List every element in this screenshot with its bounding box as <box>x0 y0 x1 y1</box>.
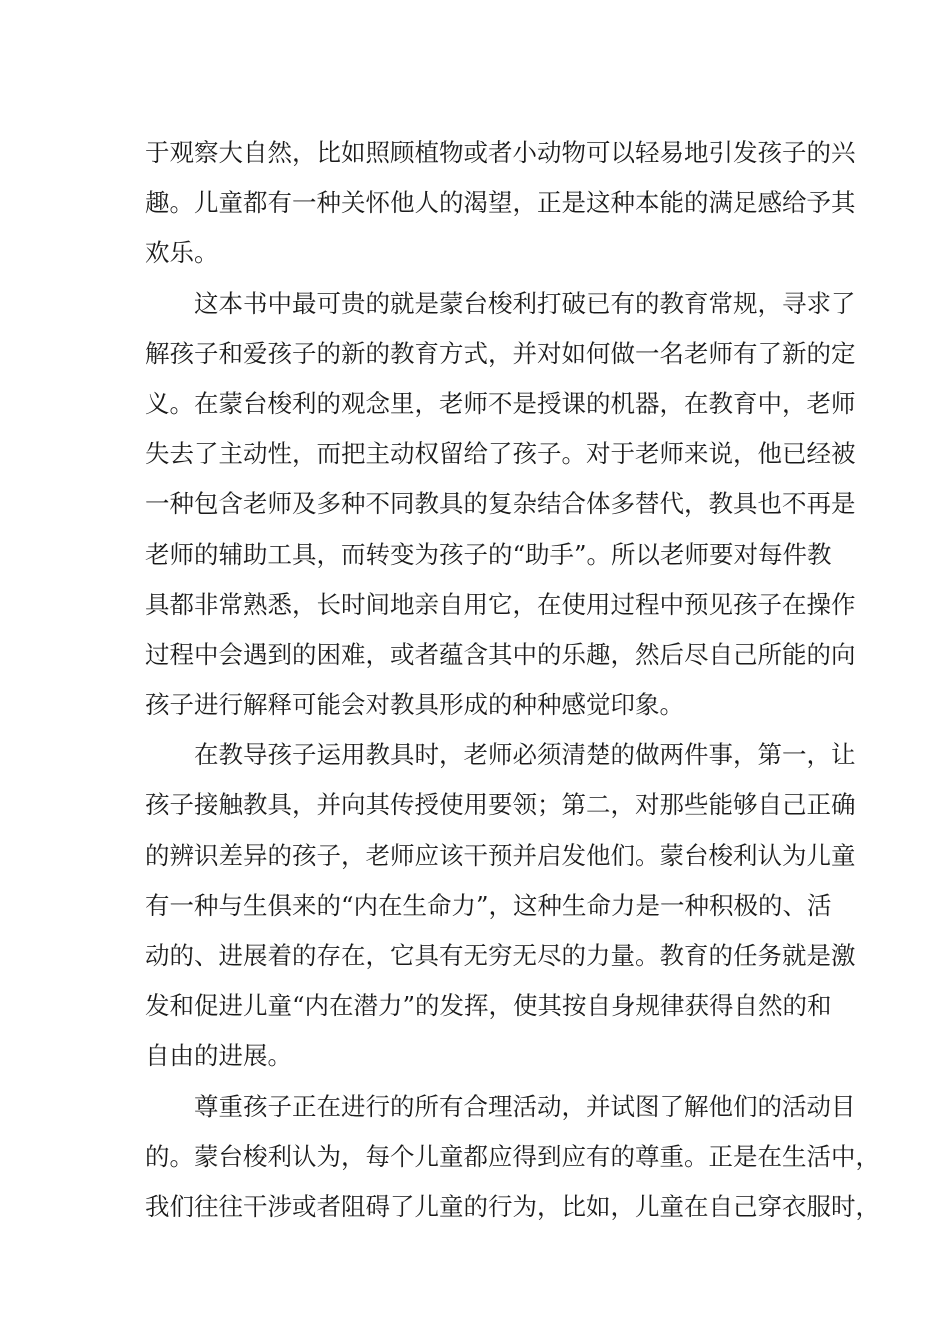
text-line: 孩子接触教具，并向其传授使用要领；第二，对那些能够自己正确 <box>145 790 856 820</box>
text-line: 过程中会遇到的困难，或者蕴含其中的乐趣，然后尽自己所能的向 <box>145 639 856 669</box>
text-line: 这本书中最可贵的就是蒙台梭利打破已有的教育常规，寻求了 <box>194 288 856 318</box>
text-line: 趣。儿童都有一种关怀他人的渴望，正是这种本能的满足感给予其 <box>145 188 856 218</box>
text-line: 解孩子和爱孩子的新的教育方式，并对如何做一名老师有了新的定 <box>145 338 856 368</box>
paragraph <box>145 279 856 731</box>
text-line: 具都非常熟悉，长时间地亲自用它，在使用过程中预见孩子在操作 <box>145 589 856 619</box>
text-line: 的辨识差异的孩子，老师应该干预并启发他们。蒙台梭利认为儿童 <box>145 840 856 870</box>
text-line: 有一种与生俱来的“内在生命力”，这种生命力是一种积极的、活 <box>145 890 832 920</box>
text-line: 义。在蒙台梭利的观念里，老师不是授课的机器，在教育中，老师 <box>145 388 856 418</box>
text-line: 欢乐。 <box>145 238 219 268</box>
paragraph <box>145 1082 880 1233</box>
document-body <box>145 128 880 1232</box>
text-line: 发和促进儿童“内在潜力”的发挥，使其按自身规律获得自然的和 <box>145 991 832 1021</box>
paragraph <box>145 128 856 279</box>
text-line: 的。蒙台梭利认为，每个儿童都应得到应有的尊重。正是在生活中， <box>145 1141 880 1171</box>
text-line: 老师的辅助工具，而转变为孩子的“助手”。所以老师要对每件教 <box>145 539 832 569</box>
paragraph <box>145 730 856 1081</box>
text-line: 失去了主动性，而把主动权留给了孩子。对于老师来说，他已经被 <box>145 439 856 469</box>
text-line: 孩子进行解释可能会对教具形成的种种感觉印象。 <box>145 690 684 720</box>
text-line: 自由的进展。 <box>145 1041 292 1071</box>
text-line: 于观察大自然，比如照顾植物或者小动物可以轻易地引发孩子的兴 <box>145 138 856 167</box>
text-line: 一种包含老师及多种不同教具的复杂结合体多替代，教具也不再是 <box>145 489 856 519</box>
text-line: 尊重孩子正在进行的所有合理活动，并试图了解他们的活动目 <box>194 1091 856 1121</box>
text-line: 我们往往干涉或者阻碍了儿童的行为，比如，儿童在自己穿衣服时， <box>145 1191 880 1221</box>
text-line: 动的、进展着的存在，它具有无穷无尽的力量。教育的任务就是激 <box>145 941 856 970</box>
text-line: 在教导孩子运用教具时，老师必须清楚的做两件事，第一，让 <box>194 740 856 770</box>
